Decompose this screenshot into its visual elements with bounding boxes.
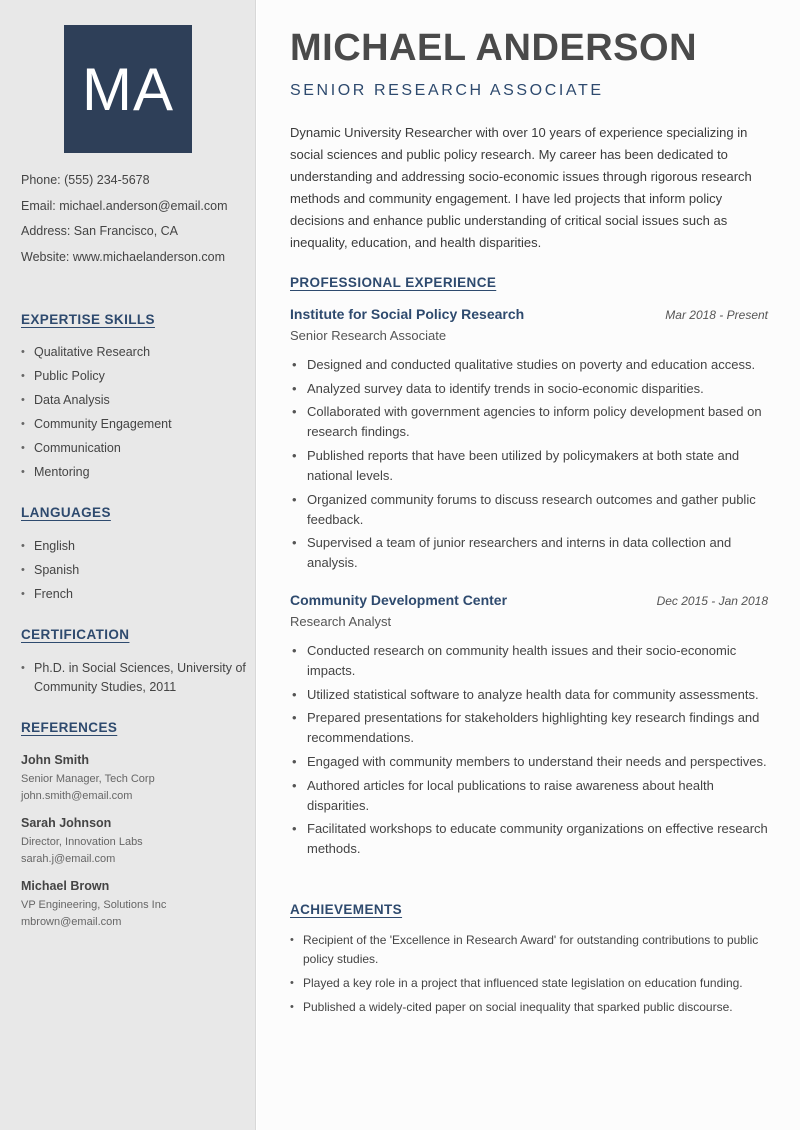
job-dates: Dec 2015 - Jan 2018 bbox=[656, 594, 768, 608]
achievements-list bbox=[290, 931, 770, 1022]
list-item: • Supervised a team of junior researchers and interns in data collection and analysis. bbox=[290, 533, 770, 573]
list-item: • Authored articles for local publications to raise awareness about health disparities. bbox=[290, 776, 770, 816]
contact-phone: Phone: (555) 234-5678 bbox=[21, 173, 150, 187]
list-item: • Spanish bbox=[21, 561, 246, 580]
contact-address: Address: San Francisco, CA bbox=[21, 224, 179, 238]
reference-name: John Smith bbox=[21, 753, 90, 767]
candidate-title: SENIOR RESEARCH ASSOCIATE bbox=[290, 82, 604, 99]
certification-heading: CERTIFICATION bbox=[21, 627, 130, 642]
reference-name: Michael Brown bbox=[21, 879, 110, 893]
job-bullets bbox=[290, 641, 770, 863]
job-role: Senior Research Associate bbox=[290, 328, 447, 343]
list-item: • Published reports that have been utilized by policymakers at both state and national levels. bbox=[290, 446, 770, 486]
list-item: • Mentoring bbox=[21, 463, 246, 482]
list-item: • Organized community forums to discuss research outcomes and gather public feedback. bbox=[290, 490, 770, 530]
list-item: • Utilized statistical software to analyze health data for community assessments. bbox=[290, 685, 770, 705]
languages-list bbox=[21, 537, 246, 609]
list-item: • French bbox=[21, 585, 246, 604]
list-item: • Communication bbox=[21, 439, 246, 458]
reference-email: john.smith@email.com bbox=[21, 790, 133, 802]
reference-entry bbox=[21, 752, 246, 805]
achievements-heading: ACHIEVEMENTS bbox=[290, 902, 403, 917]
reference-email: sarah.j@email.com bbox=[21, 853, 116, 865]
reference-entry bbox=[21, 878, 246, 931]
reference-entry bbox=[21, 815, 246, 868]
list-item: • Prepared presentations for stakeholders highlighting key research findings and recommendations. bbox=[290, 708, 770, 748]
candidate-name: MICHAEL ANDERSON bbox=[290, 27, 698, 69]
list-item: • Facilitated workshops to educate community organizations on effective research methods. bbox=[290, 819, 770, 859]
professional-summary: Dynamic University Researcher with over 10 years of experience specializing in social sciences and public policy research. My career has been dedicated to understanding and addressing socio-economic issues through rigorous research methods and community engagement. I have led projects that inform policy decisions and enhance public understanding of critical social issues such as inequality, education, and health disparities. bbox=[290, 125, 752, 250]
job-organization: Institute for Social Policy Research bbox=[290, 306, 525, 322]
contact-website: Website: www.michaelanderson.com bbox=[21, 249, 226, 264]
contact-email: Email: michael.anderson@email.com bbox=[21, 198, 228, 213]
list-item: • Collaborated with government agencies to inform policy development based on research findings. bbox=[290, 402, 770, 442]
list-item: • Ph.D. in Social Sciences, University of Community Studies, 2011 bbox=[21, 659, 246, 697]
main-content bbox=[257, 0, 800, 1130]
list-item: • Data Analysis bbox=[21, 391, 246, 410]
job-role: Research Analyst bbox=[290, 614, 392, 629]
list-item: • English bbox=[21, 537, 246, 556]
list-item: • Engaged with community members to understand their needs and perspectives. bbox=[290, 752, 770, 772]
list-item: • Public Policy bbox=[21, 367, 246, 386]
list-item: • Qualitative Research bbox=[21, 343, 246, 362]
list-item: • Played a key role in a project that influenced state legislation on education funding. bbox=[290, 974, 770, 993]
job-dates: Mar 2018 - Present bbox=[665, 308, 768, 322]
reference-email: mbrown@email.com bbox=[21, 916, 122, 928]
skills-heading: EXPERTISE SKILLS bbox=[21, 312, 155, 327]
contact-info bbox=[21, 170, 251, 272]
certification-list bbox=[21, 659, 246, 702]
list-item: • Designed and conducted qualitative studies on poverty and education access. bbox=[290, 355, 770, 375]
skills-list bbox=[21, 343, 246, 487]
job-organization: Community Development Center bbox=[290, 592, 508, 608]
reference-name: Sarah Johnson bbox=[21, 816, 112, 830]
list-item: • Community Engagement bbox=[21, 415, 246, 434]
monogram-logo: MA bbox=[64, 25, 192, 153]
list-item: • Recipient of the 'Excellence in Research Award' for outstanding contributions to public policy studies. bbox=[290, 931, 770, 969]
languages-heading: LANGUAGES bbox=[21, 505, 111, 520]
list-item: • Published a widely-cited paper on social inequality that sparked public discourse. bbox=[290, 998, 770, 1017]
reference-position: VP Engineering, Solutions Inc bbox=[21, 899, 167, 911]
list-item: • Analyzed survey data to identify trends in socio-economic disparities. bbox=[290, 379, 770, 399]
experience-heading: PROFESSIONAL EXPERIENCE bbox=[290, 275, 497, 290]
reference-position: Senior Manager, Tech Corp bbox=[21, 773, 155, 785]
reference-position: Director, Innovation Labs bbox=[21, 836, 143, 848]
list-item: • Conducted research on community health issues and their socio-economic impacts. bbox=[290, 641, 770, 681]
sidebar bbox=[0, 0, 256, 1130]
job-bullets bbox=[290, 355, 770, 577]
references-heading: REFERENCES bbox=[21, 720, 118, 735]
